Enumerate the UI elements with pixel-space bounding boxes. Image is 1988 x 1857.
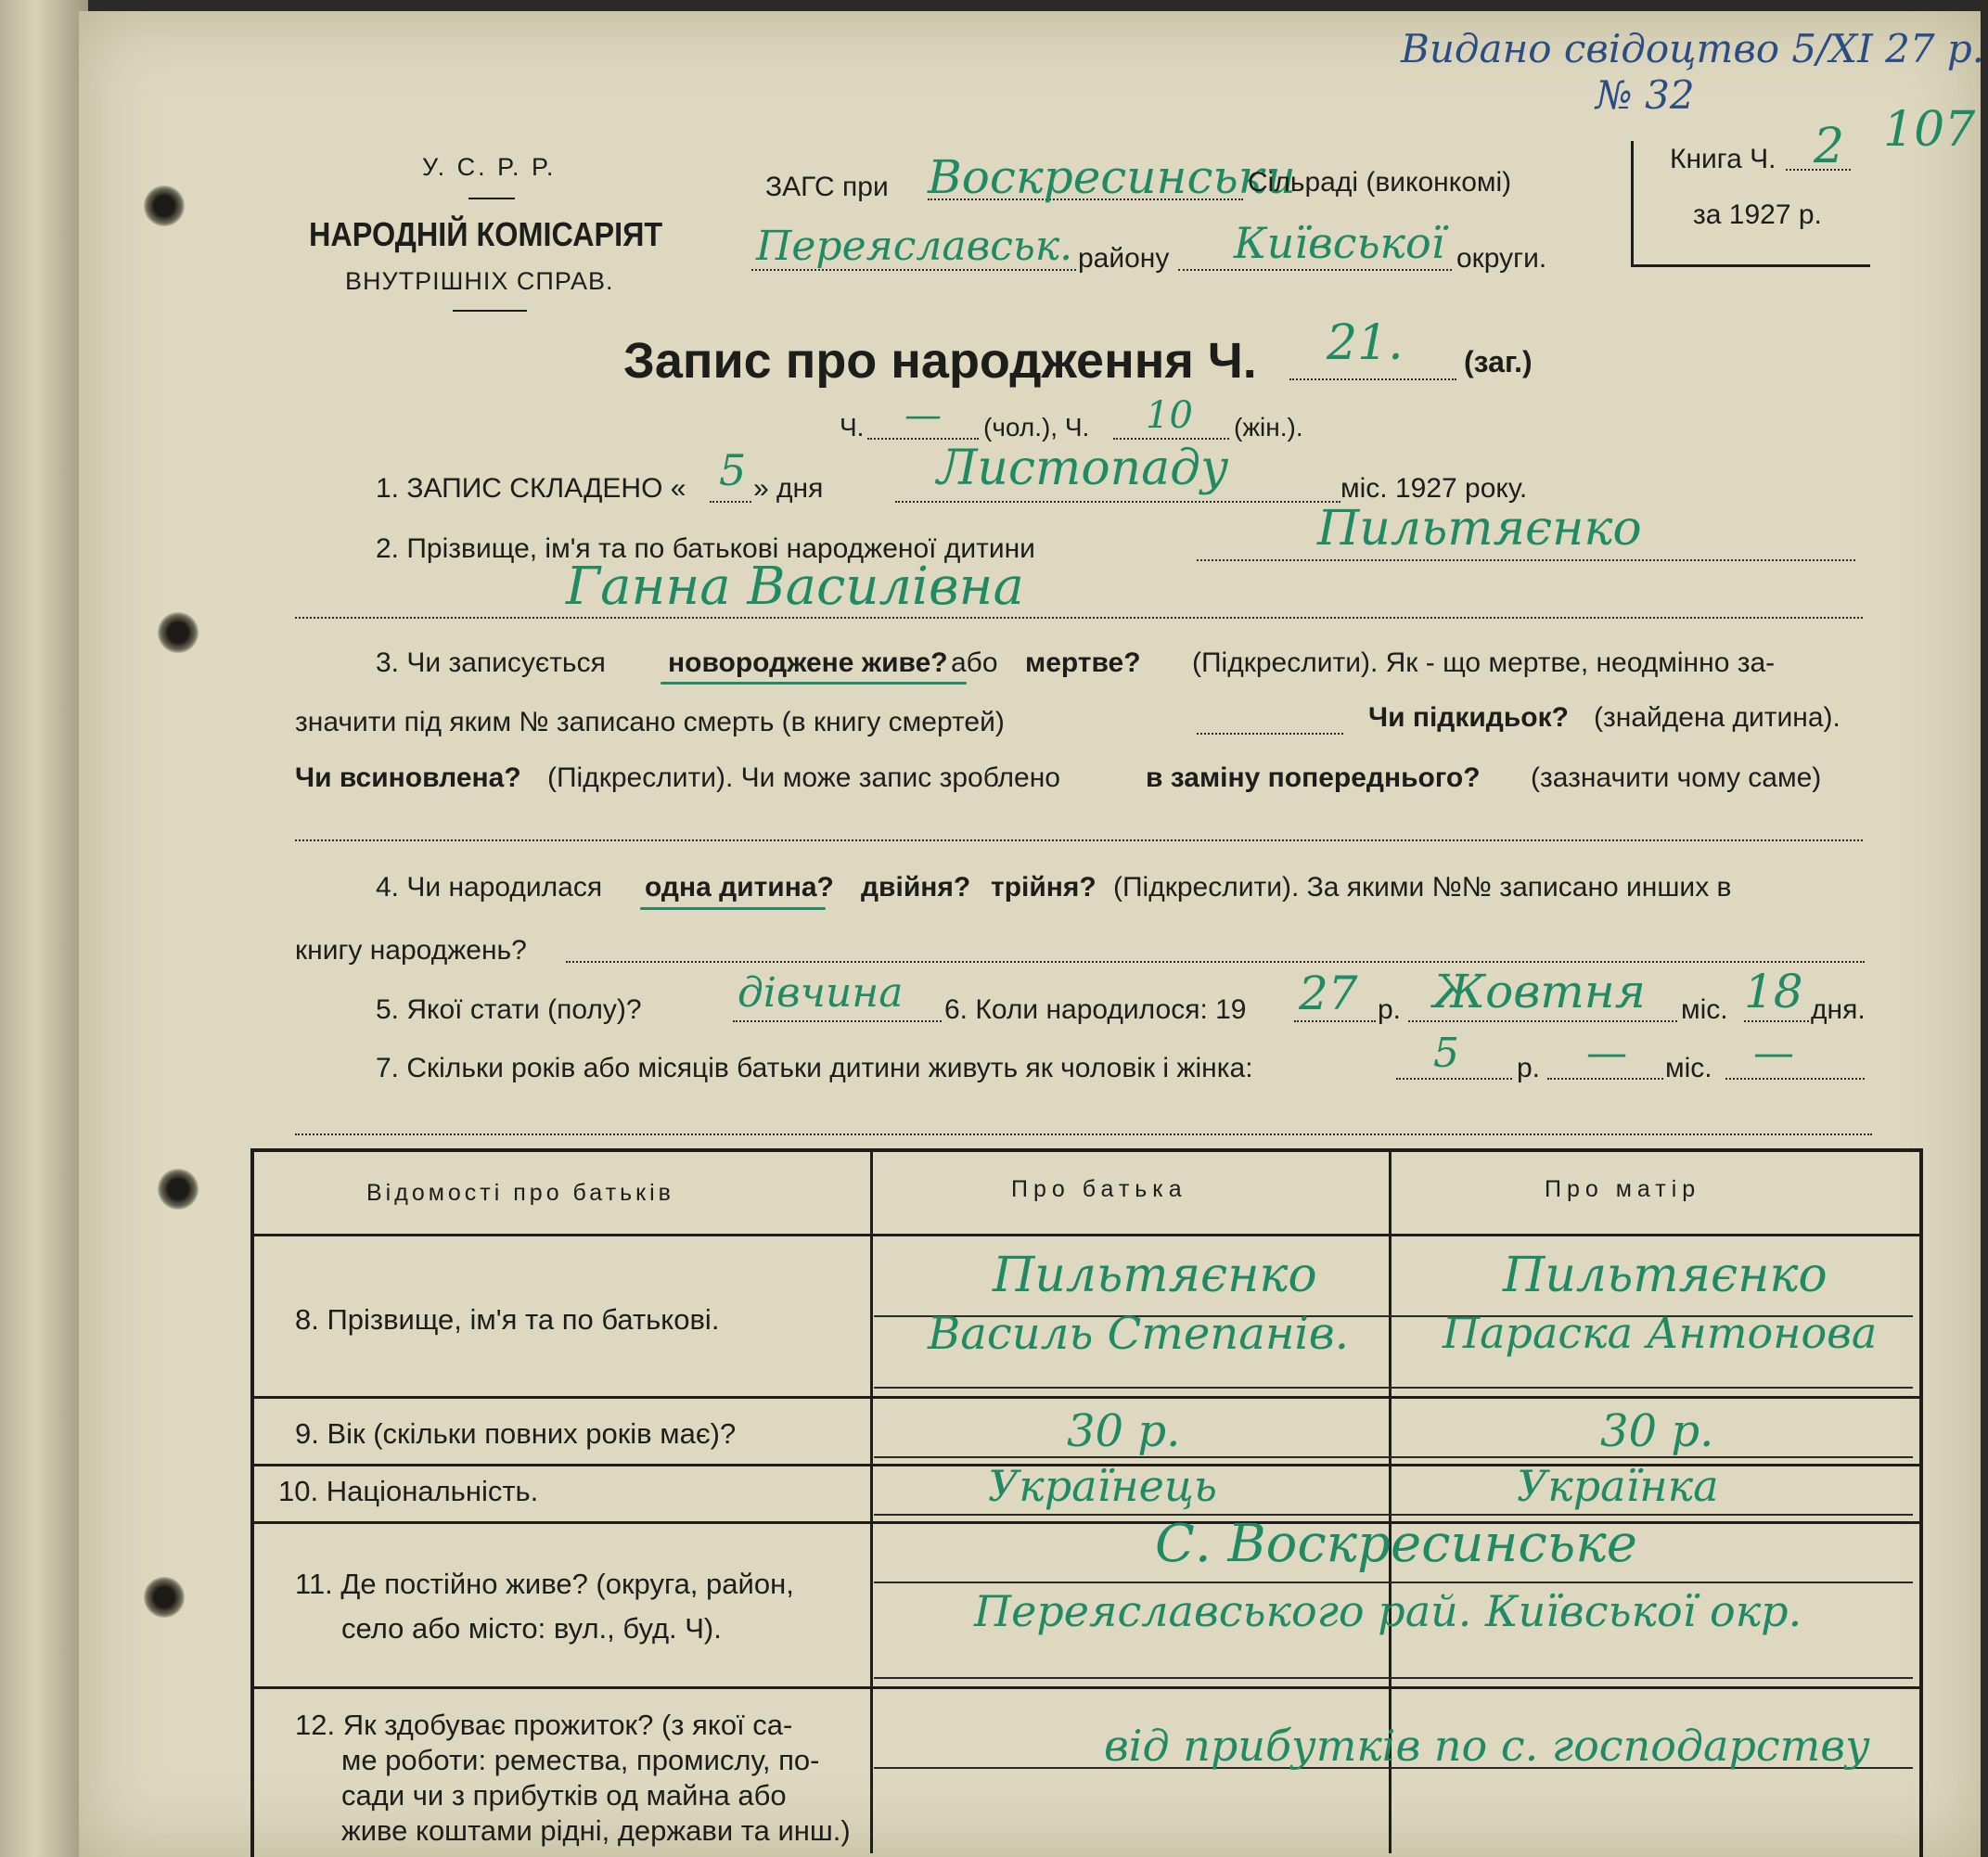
underline-mark (661, 682, 967, 685)
okrug-value: Київської (1234, 218, 1445, 268)
table-row-divider (250, 1686, 1919, 1689)
item7-mis: міс. (1665, 1053, 1712, 1083)
item3-text: значити під яким № записано смерть (в книгу смертей) (295, 707, 1005, 737)
table-header-divider (250, 1234, 1919, 1236)
item6-day-line (1744, 1020, 1809, 1022)
item3-or: або (951, 647, 998, 678)
item1-month: Листопаду (937, 441, 1229, 496)
item1-day: 5 (719, 445, 747, 495)
item6-r: р. (1378, 994, 1402, 1025)
male-count-label: Ч. (840, 413, 865, 442)
residence-district: Переяславського рай. Київської окр. (974, 1586, 1802, 1636)
residence-village: С. Воскресинське (1155, 1514, 1637, 1574)
female-count-value: 10 (1146, 394, 1193, 437)
table-inner-line (874, 1456, 1913, 1458)
marriage-years: 5 (1433, 1030, 1459, 1077)
father-age: 30 р. (1067, 1405, 1181, 1457)
certificate-note: Видано свідоцтво 5/ХІ 27 р. (1401, 26, 1985, 71)
item2-field-line-2 (295, 617, 1863, 619)
item2-field-line (1197, 559, 1855, 561)
binder-hole-icon (144, 1577, 185, 1618)
item7-tail: — (1753, 1030, 1794, 1077)
livelihood: від прибутків по с. господарству (1104, 1721, 1870, 1771)
item6-dnia: дня. (1811, 994, 1866, 1025)
child-surname: Пильтяєнко (1317, 501, 1642, 557)
record-number-suffix: (заг.) (1464, 345, 1533, 378)
female-count-suffix: (жін.). (1234, 413, 1303, 442)
table-inner-line (874, 1582, 1913, 1583)
row12-label: 12. Як здобуває прожиток? (з якої са- (295, 1709, 793, 1741)
table-header-mother: Про матір (1545, 1176, 1701, 1202)
table-inner-line (874, 1387, 1913, 1389)
book-box-border (1631, 264, 1870, 267)
row12-label: ме роботи: ремества, промислу, по- (341, 1744, 820, 1776)
record-title: Запис про народження Ч. (623, 333, 1257, 389)
table-header-info: Відомості про батьків (366, 1180, 674, 1206)
female-count-line (1113, 438, 1229, 440)
table-inner-line (874, 1677, 1913, 1679)
birth-month: Жовтня (1433, 965, 1646, 1018)
item6-year-line (1294, 1020, 1376, 1022)
father-name: Василь Степанів. (928, 1308, 1349, 1360)
item6-month-line (1408, 1020, 1677, 1022)
item7-tail-line (1725, 1078, 1865, 1080)
item6-label: 6. Коли народилося: 19 (944, 994, 1247, 1025)
item3-text: (зазначити чому саме) (1531, 762, 1822, 793)
item3-text: (Підкреслити). Як - що мертве, неодмінно за- (1192, 647, 1776, 678)
record-number: 21. (1327, 315, 1404, 371)
book-box-border (1631, 141, 1634, 266)
table-row-divider (250, 1396, 1919, 1399)
underline-mark (640, 907, 826, 910)
okrug-label: округи. (1456, 243, 1547, 274)
table-row-divider (250, 1521, 1919, 1524)
item3-reason-line (295, 839, 1863, 841)
zags-prefix: ЗАГС при (765, 172, 889, 202)
previous-pages-edge (0, 0, 88, 1857)
book-year: за 1927 р. (1693, 199, 1822, 230)
item2-label: 2. Прізвище, ім'я та по батькові народженої дитини (376, 533, 1035, 564)
male-count-line (867, 438, 979, 440)
item1-month-line (895, 501, 1340, 503)
mother-surname: Пильтяєнко (1503, 1248, 1828, 1303)
birth-day: 18 (1744, 965, 1803, 1018)
row9-label: 9. Вік (скільки повних років має)? (295, 1417, 737, 1450)
child-name: Ганна Василівна (566, 557, 1024, 617)
record-number-line (1289, 378, 1456, 380)
item1-suffix: міс. 1927 року. (1340, 473, 1528, 504)
item7-months-line (1547, 1078, 1663, 1080)
item7-label: 7. Скільки років або місяців батьки дитини живуть як чоловік і жінка: (376, 1053, 1253, 1083)
item4-triplets: трійня? (991, 872, 1097, 903)
book-number: 2 (1814, 119, 1845, 174)
item3-text: (Підкреслити). Чи може запис зроблено (547, 762, 1060, 793)
item1-day-line (710, 501, 751, 503)
commissariat-title: НАРОДНІЙ КОМІСАРІЯТ (309, 215, 663, 253)
item4-text: книгу народжень? (295, 935, 527, 966)
book-label: Книга Ч. (1670, 144, 1776, 174)
district-label: району (1078, 243, 1170, 274)
row8-label: 8. Прізвище, ім'я та по батькові. (295, 1303, 720, 1336)
marriage-months: — (1586, 1030, 1627, 1077)
item3-adopted: Чи всиновлена? (295, 762, 521, 793)
okrug-field-line (1178, 269, 1452, 271)
district-value: Переяславськ. (756, 223, 1073, 270)
book-extra: 107 (1883, 102, 1976, 158)
item3-death-line (1197, 733, 1343, 735)
ussr-label: У. С. Р. Р. (422, 153, 557, 181)
council-label: Сільраді (виконкомі) (1248, 167, 1512, 198)
item7-r: р. (1517, 1053, 1541, 1083)
item4-field-line (566, 961, 1865, 963)
item7-field-line-2 (295, 1133, 1872, 1135)
item3-dead-option: мертве? (1025, 647, 1141, 678)
item5-field-line (733, 1020, 942, 1022)
binder-hole-icon (144, 186, 185, 226)
item3-alive-option: новороджене живе? (668, 647, 948, 678)
binder-hole-icon (158, 1169, 199, 1210)
item5-label: 5. Якої стати (полу)? (376, 994, 642, 1025)
father-surname: Пильтяєнко (993, 1248, 1317, 1303)
table-header-father: Про батька (1011, 1176, 1187, 1202)
item3-replacement: в заміну попереднього? (1146, 762, 1481, 793)
male-count-suffix: (чол.), Ч. (983, 413, 1090, 442)
item1-prefix: 1. ЗАПИС СКЛАДЕНО « (376, 473, 686, 504)
item4-text: (Підкреслити). За якими №№ записано инших в (1113, 872, 1732, 903)
department-title: ВНУТРІШНІХ СПРАВ. (345, 267, 614, 295)
divider (468, 198, 515, 199)
council-value: Воскресинськи (928, 150, 1296, 204)
male-count-value: — (904, 394, 942, 437)
certificate-number: № 32 (1596, 72, 1695, 118)
father-nationality: Українець (988, 1461, 1217, 1511)
divider (453, 310, 527, 312)
row10-label: 10. Національність. (278, 1475, 539, 1507)
child-sex: дівчина (737, 969, 904, 1017)
binder-hole-icon (158, 612, 199, 653)
item7-years-line (1396, 1078, 1512, 1080)
birth-year: 27 (1299, 967, 1358, 1020)
row11-label: село або місто: вул., буд. Ч). (341, 1612, 722, 1645)
item4-one-child: одна дитина? (645, 872, 834, 903)
mother-nationality: Українка (1517, 1461, 1719, 1511)
mother-name: Параска Антонова (1443, 1308, 1878, 1358)
row11-label: 11. Де постійно живе? (округа, район, (295, 1568, 794, 1600)
item6-mis: міс. (1681, 994, 1728, 1025)
row12-label: живе коштами рідні, держави та инш.) (341, 1814, 851, 1847)
item4-twins: двійня? (861, 872, 971, 903)
item3-foundling: Чи підкидьок? (1368, 702, 1569, 733)
item1-mid: » дня (753, 473, 824, 504)
item4-text: 4. Чи народилася (376, 872, 603, 903)
item3-text: 3. Чи записується (376, 647, 606, 678)
mother-age: 30 р. (1600, 1405, 1714, 1457)
table-column-divider (870, 1148, 873, 1853)
item3-text: (знайдена дитина). (1594, 702, 1841, 733)
row12-label: сади чи з прибутків од майна або (341, 1779, 787, 1812)
